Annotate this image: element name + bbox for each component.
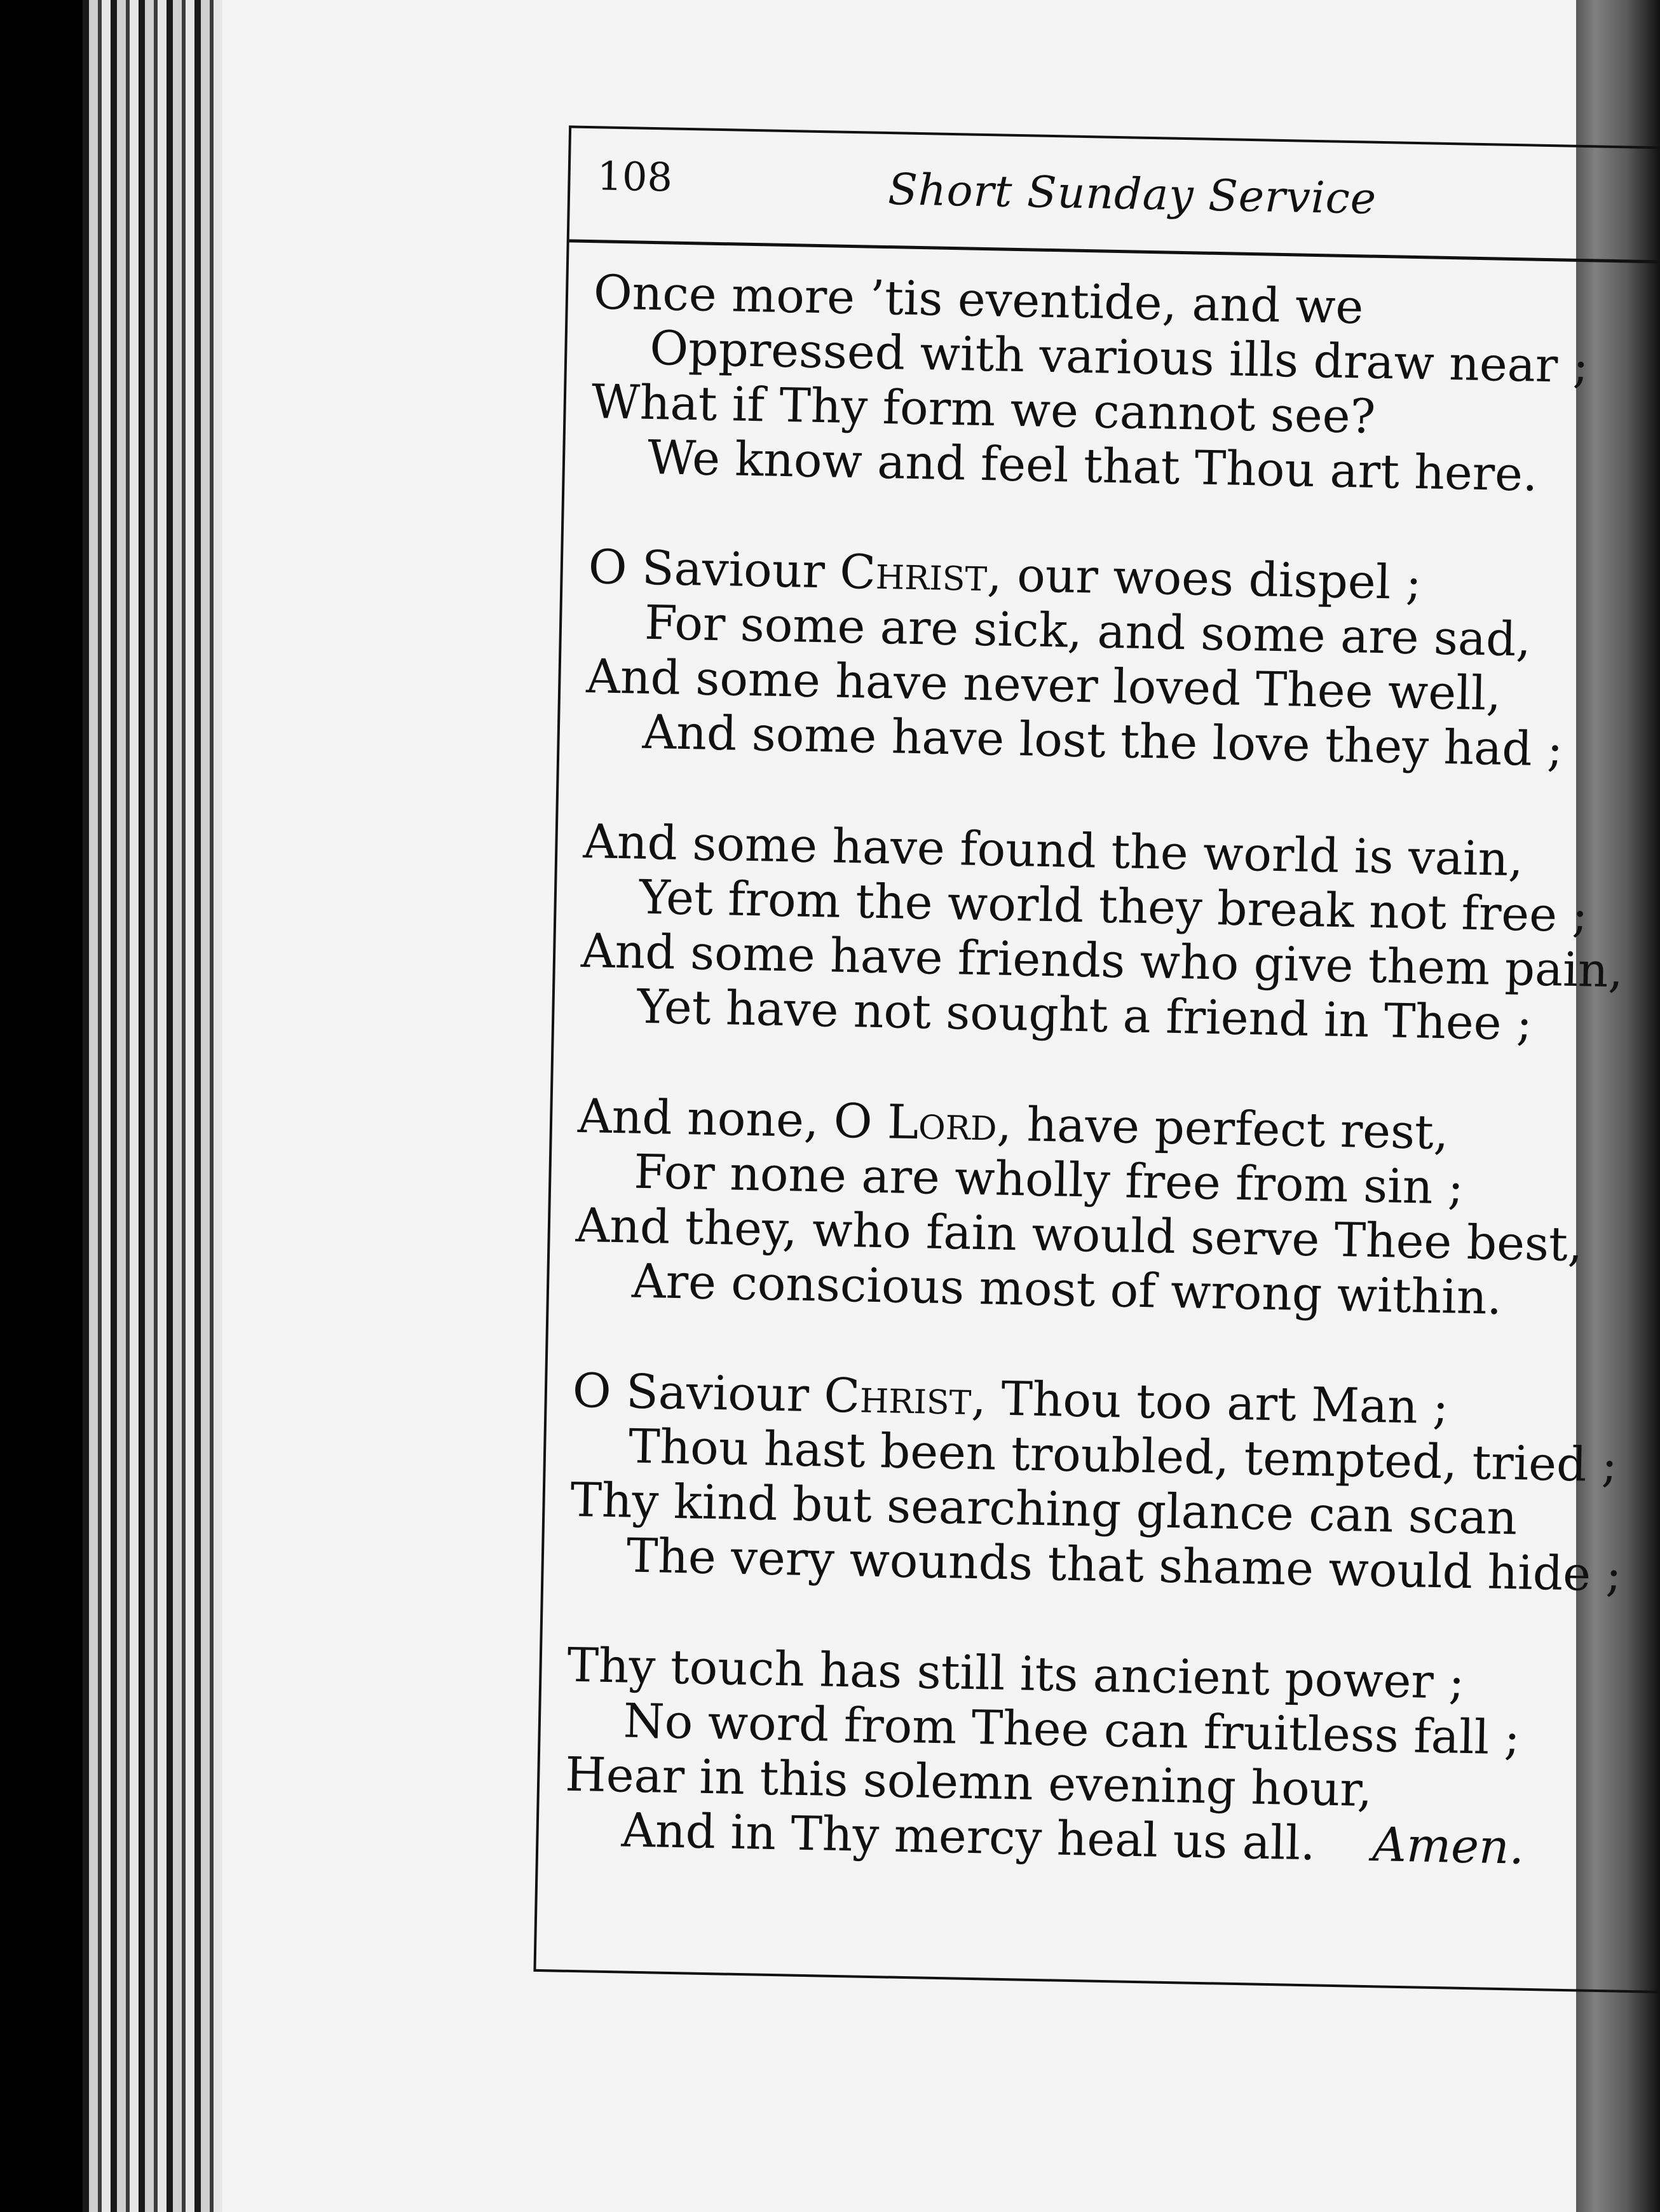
header-rule (569, 239, 1660, 264)
verse-line: Oppressed with various ills draw near ; (649, 320, 1589, 394)
verse-text: , our woes dispel ; (986, 547, 1422, 611)
verse-line: Yet from the world they break not free ; (639, 870, 1589, 943)
verse-text: , have perfect rest, (996, 1096, 1450, 1161)
verse-line: What if Thy form we cannot see? (591, 374, 1377, 444)
verse-line: And some have never loved Thee well, (585, 649, 1502, 721)
stanza-5 (569, 1363, 1660, 1604)
verse-line: Hear in this solemn evening hour, (564, 1747, 1373, 1818)
verse-line: For none are wholly free from sin ; (633, 1144, 1464, 1215)
stanza-3 (580, 814, 1660, 1055)
verse-line: For some are sick, and some are sad, (644, 595, 1532, 667)
running-title: Short Sunday Service (887, 165, 1377, 224)
verse-line: We know and feel that Thou art here. (647, 430, 1539, 502)
amen-text: Amen. (1371, 1817, 1525, 1875)
book-page (222, 0, 1624, 2212)
verse-line: And they, who fain would serve Thee best, (575, 1198, 1584, 1273)
verse-text: And in Thy mercy heal us all. (620, 1803, 1316, 1871)
verse-line: Are conscious most of wrong within. (631, 1253, 1502, 1325)
verse-line: Thou hast been troubled, tempted, tried ; (628, 1419, 1618, 1493)
verse-line: The very wounds that shame would hide ; (626, 1528, 1623, 1602)
small-caps-word: Lord (887, 1095, 998, 1152)
verse-line: Thy kind but searching glance can scan (569, 1472, 1518, 1546)
stanza-4 (574, 1089, 1660, 1329)
verse-line: And some have friends who give them pain, (580, 923, 1624, 999)
stanza-6 (564, 1638, 1660, 1878)
verse-line: Thy touch has still its ancient power ; (566, 1637, 1466, 1710)
hymn-text (562, 265, 1660, 1934)
small-caps-word: Christ (823, 1368, 972, 1426)
verse-line: And some have lost the love they had ; (642, 704, 1563, 777)
verse-text: O Saviour (572, 1363, 825, 1423)
verse-text: , Thou too art Man ; (970, 1370, 1450, 1435)
verse-line: Once more ’tis eventide, and we (593, 265, 1364, 335)
verse-text: O Saviour (588, 540, 841, 599)
page-frame (533, 125, 1660, 1994)
page-number: 108 (596, 153, 673, 201)
book-page-edges (83, 0, 235, 2212)
stanza-2 (585, 540, 1660, 780)
stanza-1 (590, 265, 1660, 505)
verse-line: And some have found the world is vain, (582, 814, 1524, 887)
verse-line: Yet have not sought a friend in Thee ; (636, 979, 1533, 1051)
verse-line: No word from Thee can fruitless fall ; (623, 1693, 1521, 1766)
verse-text: And none, O (577, 1088, 888, 1150)
small-caps-word: Christ (839, 544, 988, 603)
